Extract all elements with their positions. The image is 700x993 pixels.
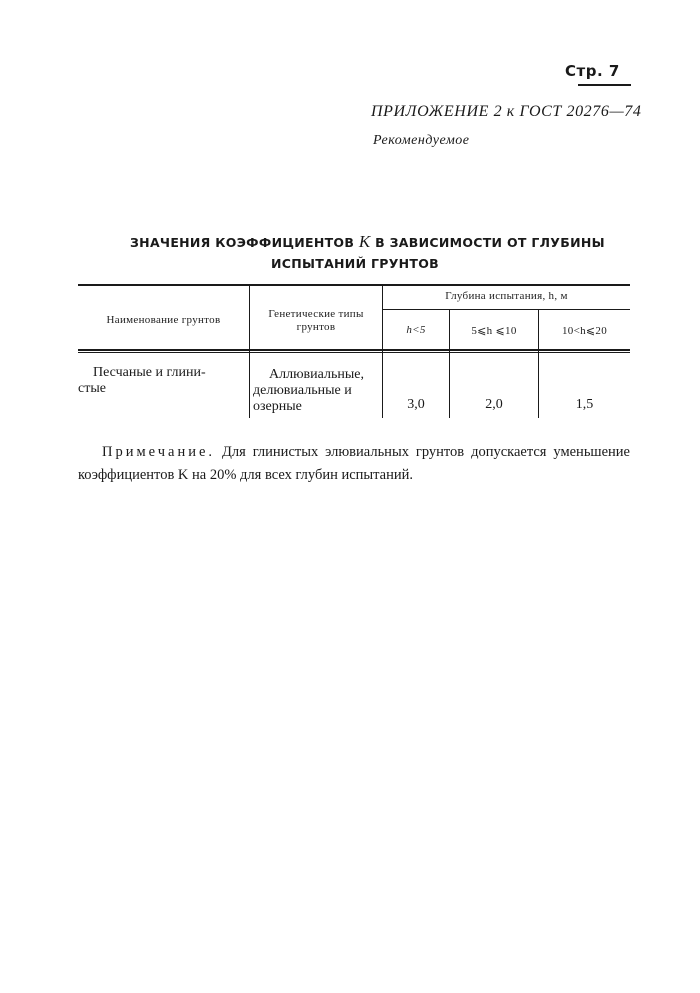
note-label: Примечание. <box>102 444 216 460</box>
coefficient-symbol: K <box>358 232 371 251</box>
value-depth-2: 2,0 <box>485 397 503 412</box>
genetic-type-line1: Аллювиальные, <box>269 367 364 382</box>
value-depth-1: 3,0 <box>407 397 425 412</box>
note-text: Для глинистых элювиальных грунтов допускается уменьшение коэффициентов K на 20% для всех глубин испытаний. <box>78 444 630 483</box>
depth-group-label: Глубина испытания, h, м <box>445 290 568 302</box>
genetic-type-line2: делювиальные и <box>253 383 352 398</box>
header-depth-group <box>383 290 630 302</box>
header-depth-range-2: 5⩽h ⩽10 <box>471 325 517 337</box>
table-title-line2: ИСПЫТАНИЙ ГРУНТОВ <box>271 256 439 271</box>
genetic-type-line3: озерные <box>253 399 302 414</box>
header-depth-range-3: 10<h⩽20 <box>561 325 608 337</box>
value-depth-3: 1,5 <box>575 397 594 412</box>
table-note <box>78 441 630 487</box>
header-soil-name: Наименование грунтов <box>106 314 221 326</box>
header-bottom-rule-2 <box>78 352 630 353</box>
table-title-line1 <box>130 232 605 252</box>
header-genetic-types: Генетические типы грунтов <box>268 308 364 333</box>
header-bottom-rule <box>78 349 630 351</box>
page-number: Стр. 7 <box>565 62 620 80</box>
col-divider-2 <box>382 286 383 418</box>
appendix-title: ПРИЛОЖЕНИЕ 2 к ГОСТ 20276—74 <box>371 103 642 120</box>
table-top-rule <box>78 284 630 286</box>
page-number-underline <box>578 84 631 86</box>
depth-subheader-rule <box>383 309 630 310</box>
header-depth-range-1: h<5 <box>406 324 426 336</box>
col-divider-4 <box>538 310 539 418</box>
soil-name-line2: стые <box>78 381 106 396</box>
col-divider-3 <box>449 310 450 418</box>
document-status: Рекомендуемое <box>373 133 470 148</box>
title-text-after: В ЗАВИСИМОСТИ ОТ ГЛУБИНЫ <box>370 235 605 250</box>
col-divider-1 <box>249 286 250 418</box>
soil-name-line1: Песчаные и глини- <box>93 365 206 380</box>
title-text-before: ЗНАЧЕНИЯ КОЭФФИЦИЕНТОВ <box>130 235 359 250</box>
